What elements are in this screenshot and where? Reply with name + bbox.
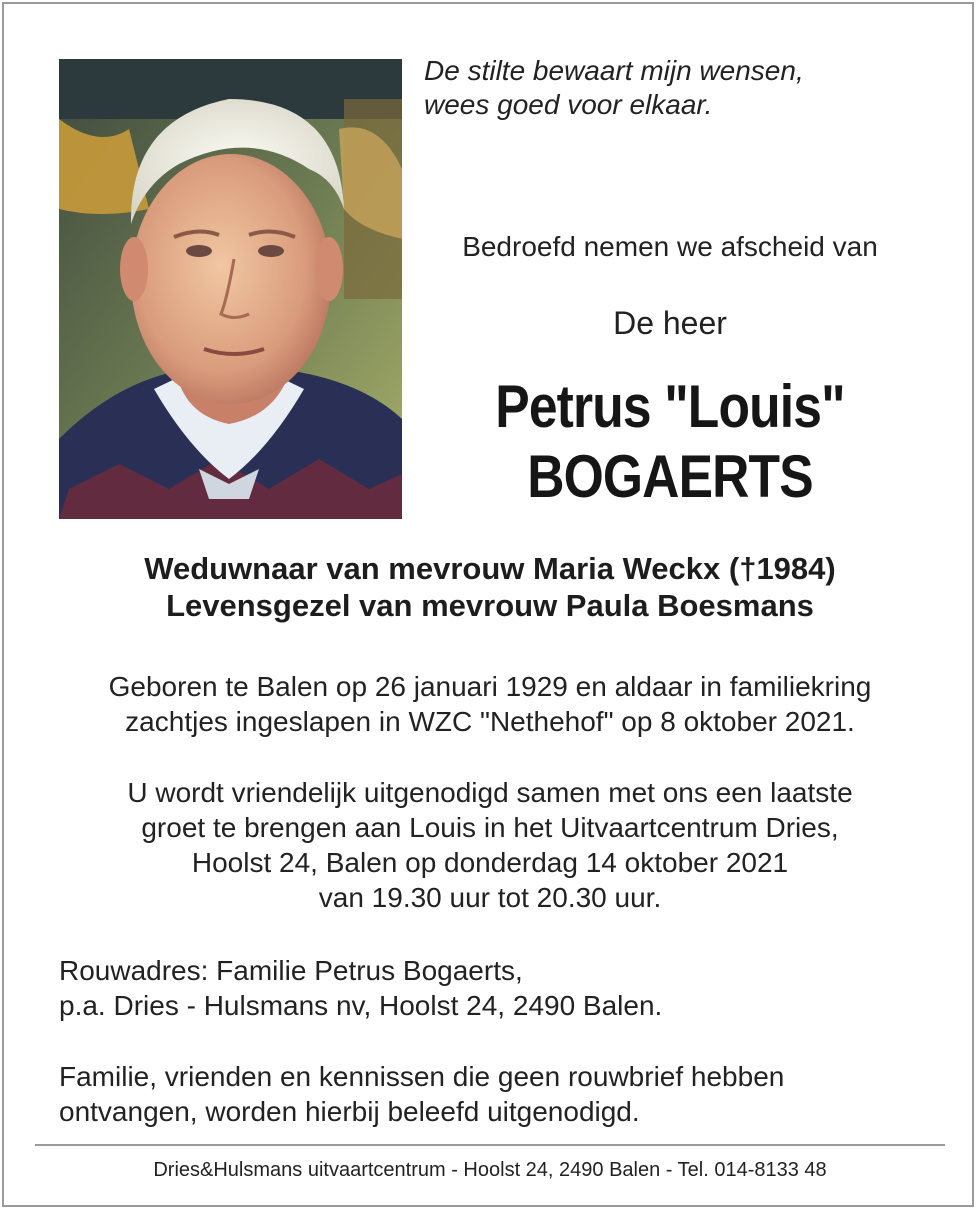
invite-line: van 19.30 uur tot 20.30 uur. (318, 882, 662, 913)
relations (40, 550, 940, 624)
motto (424, 54, 804, 122)
motto-line: De stilte bewaart mijn wensen, (424, 55, 804, 86)
relation-line: Weduwnaar van mevrouw Maria Weckx (†1984) (144, 551, 836, 586)
birth-death-info (40, 669, 940, 739)
honorific: De heer (613, 305, 727, 341)
invite-line: U wordt vriendelijk uitgenodigd samen met ons een laatste (127, 777, 853, 808)
info-line: Geboren te Balen op 26 januari 1929 en aldaar in familiekring (108, 671, 872, 702)
mourning-address (59, 953, 939, 1023)
address-line: Rouwadres: Familie Petrus Bogaerts, (59, 955, 523, 986)
funeral-home-footer: Dries&Hulsmans uitvaartcentrum - Hoolst 24, 2490 Balen - Tel. 014-8133 48 (153, 1159, 827, 1181)
intro-text: Bedroefd nemen we afscheid van (462, 231, 878, 262)
motto-line: wees goed voor elkaar. (424, 89, 713, 120)
info-line: zachtjes ingeslapen in WZC "Nethehof" op 8 oktober 2021. (125, 706, 855, 737)
footer-divider (35, 1144, 945, 1146)
invite-line: Hoolst 24, Balen op donderdag 14 oktober 2021 (191, 847, 789, 878)
invite-line: groet te brengen aan Louis in het Uitvaartcentrum Dries, (141, 812, 839, 843)
name-line-surname: BOGAERTS (527, 443, 813, 510)
family-note-line: ontvangen, worden hierbij beleefd uitgenodigd. (59, 1096, 640, 1127)
relation-line: Levensgezel van mevrouw Paula Boesmans (166, 588, 814, 623)
deceased-name (438, 372, 902, 512)
family-note (59, 1059, 939, 1129)
portrait-photo (59, 59, 402, 519)
name-line-first: Petrus "Louis" (495, 373, 845, 440)
family-note-line: Familie, vrienden en kennissen die geen rouwbrief hebben (59, 1061, 785, 1092)
invitation (40, 775, 940, 915)
address-line: p.a. Dries - Hulsmans nv, Hoolst 24, 2490 Balen. (59, 990, 663, 1021)
